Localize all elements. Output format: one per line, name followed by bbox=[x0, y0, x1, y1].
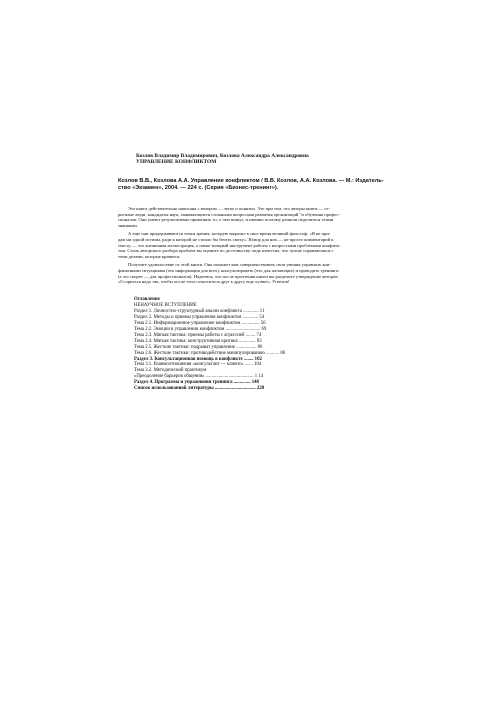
paragraph-line: знаниями. bbox=[118, 222, 138, 228]
paragraph bbox=[118, 262, 376, 284]
toc-item: Тема 3.1. Взаимоотношения «консультант — клиент» ....... 104 bbox=[134, 362, 262, 368]
toc-item: «Преодоление барьеров общения» ........................................ 1 14 bbox=[134, 374, 264, 380]
toc-item: Тема 2.4. Мягкая тактика: конструктивная критика .............. 83 bbox=[134, 338, 262, 344]
paragraph-line: (а это скорее — для профессионалов). Надеемся, что после прочтения книги вы разделите утверждение авторов: bbox=[118, 273, 339, 279]
table-of-contents bbox=[134, 297, 374, 392]
paragraph-line: «Ссориться надо так, чтобы после этого относиться друг к другу еще лучше». Успехов! bbox=[118, 279, 290, 285]
paragraph bbox=[118, 206, 376, 228]
toc-item: Тема 2.1. Информационное управление конфликтом ............... 56 bbox=[134, 320, 266, 326]
toc-item: Тема 2.5. Жесткие тактики: подрыват управление ................. 86 bbox=[134, 344, 263, 350]
bibliographic-record bbox=[118, 178, 384, 192]
toc-item: Раздел 3. Консультационная помощь в конфликте ........ 102 bbox=[134, 356, 262, 362]
paragraph-line: тексту, — это жизненная иллюстрация, а также мощный инструмент работы с непростыми проблемами конфлик- bbox=[118, 242, 341, 248]
paragraph-line: дам ни одной истины, ради к которой не стоило бы бегать смеху». Юмор для них — не просто комментарий к bbox=[118, 236, 334, 242]
biblio-line-2: ство «Экзамен», 2004. — 224 с. (Серия «Бизнес-тренинг»). bbox=[118, 184, 279, 191]
toc-item: Раздел 1. Личностно-структурный анализ конфликта ............. 11 bbox=[134, 308, 265, 314]
annotation-text bbox=[118, 206, 376, 288]
toc-item: Тема 2.6. Жесткие тактики: противодействие манипулированию ........... 86 bbox=[134, 350, 286, 356]
toc-item: Список использованной литературы .................................. 220 bbox=[134, 386, 265, 392]
toc-item: Тема 2.2. Эмоции в управлении конфликтом ............................. 69 bbox=[134, 326, 267, 332]
authors-line: Козлов Владимир Владимирович, Козлова Александра Александровна bbox=[136, 153, 309, 159]
paragraph-line: рьезные люди, кандидаты наук, занимающиеся сложными вопросами развития организаций "и обучения профес- bbox=[118, 211, 341, 217]
paragraph-line: фликтными ситуациями (что информация для всех), консультировать (что для желающих) и проводить тренинги bbox=[118, 267, 339, 273]
paragraph-line: Эта книга действительно написана с юмором — легко и понятно. Это при том, что авторы книги — се- bbox=[128, 206, 330, 211]
toc-item: Раздел 2. Методы и приемы управления конфликтом ............. 54 bbox=[134, 314, 265, 320]
book-title: УПРАВЛЕНИЕ КОНФЛИКТОМ bbox=[136, 159, 217, 166]
toc-item: Тема 3.2. Методический практикум bbox=[134, 368, 207, 374]
biblio-line-1: Козлов В.В., Козлова А.А. Управление конфликтом / В.В. Козлов, А.А. Козлова. — М.: Издатель- bbox=[118, 178, 384, 184]
toc-heading: Оглавление bbox=[134, 297, 160, 302]
toc-item: Раздел 4. Программа и упражнения тренинга .............. 148 bbox=[134, 380, 259, 386]
toc-item: Тема 2.3. Мягкая тактика: приемы работы с агрессией ........ 74 bbox=[134, 332, 262, 338]
paragraph-line: А еще они придерживаются точки зрения, которую выразил в свое время великий философ: «Я не при- bbox=[128, 231, 331, 237]
paragraph-line: Получите удовольствие от этой книги. Она поможет вам совершенствовать свои умения управлять кон- bbox=[128, 262, 331, 268]
paragraph-line: теми делами, которые нравятся. bbox=[118, 253, 181, 259]
paragraph-line: том. Стиль авторского разбора проблем вы оцените по достоинству: ведь известно, что лучше справляешься с bbox=[118, 248, 334, 254]
paragraph bbox=[118, 231, 376, 259]
paragraph-line: сионалов. Они умеют результативно применять то, о чем пишут, и именно поэтому решили поделиться этими bbox=[118, 217, 334, 223]
toc-item: НЕНАУЧНОЕ ВСТУПЛЕНИЕ bbox=[134, 302, 197, 308]
author-header bbox=[136, 153, 396, 166]
